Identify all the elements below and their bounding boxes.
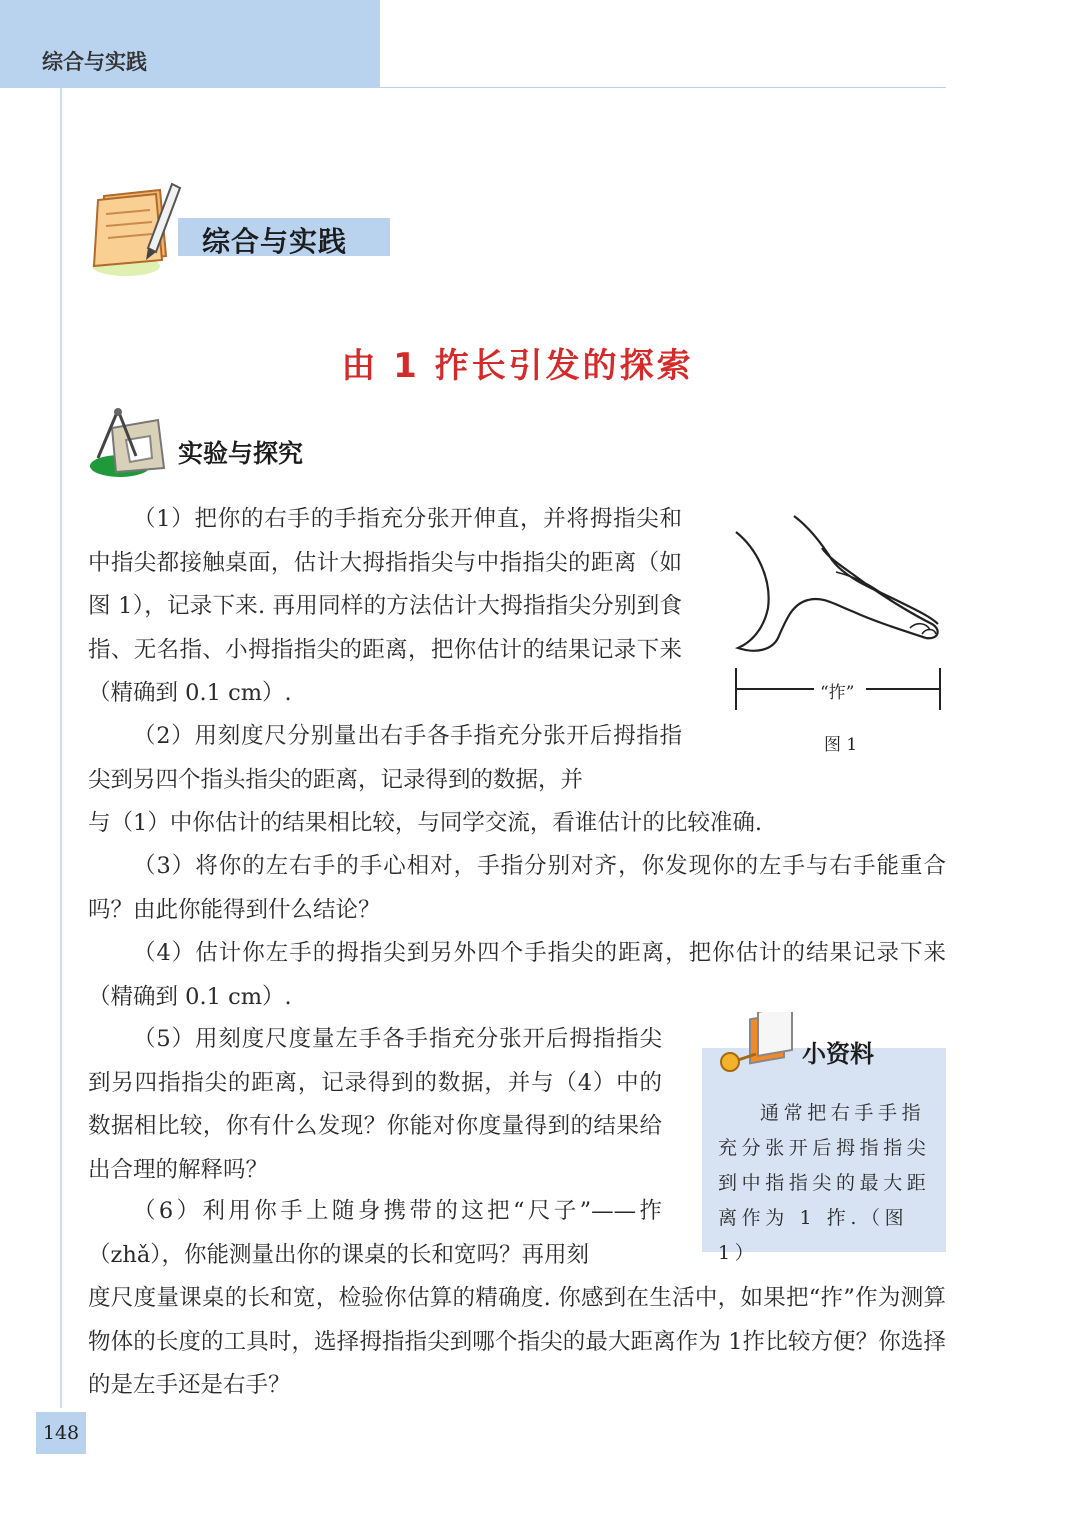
subheading-label: 实验与探究	[178, 439, 304, 468]
header-rule	[380, 87, 946, 88]
geometry-tools-icon	[86, 406, 170, 482]
paragraph-6: （6）利用你手上随身携带的这把“尺子”——拃（zhǎ），你能测量出你的课桌的长和宽吗？再用刻	[88, 1198, 662, 1268]
page-number: 148	[36, 1412, 86, 1454]
subheading	[86, 404, 386, 484]
hand-span-figure	[726, 508, 950, 758]
chapter-label: 综合与实践	[42, 50, 147, 74]
paragraph-2-continued: 与（1）中你估计的结果相比较，与同学交流，看谁估计的比较准确.	[88, 810, 762, 836]
key-document-icon	[712, 1012, 812, 1082]
section-badge	[86, 178, 396, 288]
paragraph-5: （5）用刻度尺度量左手各手指充分张开后拇指指尖到另四指指尖的距离，记录得到的数据，并与（4）中的数据相比较，你有什么发现？你能对你度量得到的结果给出合理的解释吗？	[88, 1026, 662, 1183]
section-badge-label: 综合与实践	[202, 225, 348, 258]
paragraph-2: （2）用刻度尺分别量出右手各手指充分张开后拇指指尖到另四个指头指尖的距离，记录得到的数据，并	[88, 723, 682, 793]
sidebar-text: 通常把右手手指充分张开后拇指指尖到中指指尖的最大距离作为 1 拃.（图 1）	[718, 1102, 931, 1264]
section-badge-bar	[178, 218, 390, 256]
figure-caption: 图 1	[824, 735, 858, 755]
paragraph-6-continued: 度尺度量课桌的长和宽，检验你估算的精确度. 你感到在生活中，如果把“拃”作为测算物体的长度的工具时，选择拇指指尖到哪个指尖的最大距离作为 1拃比较方便？你选择的是左手还是右手？	[88, 1285, 946, 1398]
notebook-pencil-icon	[86, 178, 186, 288]
paragraph-4: （4）估计你左手的拇指尖到另外四个手指尖的距离，把你估计的结果记录下来（精确到 0.1 cm）.	[88, 940, 946, 1010]
paragraph-1: （1）把你的右手的手指充分张开伸直，并将拇指尖和中指尖都接触桌面，估计大拇指指尖与中指指尖的距离（如图 1），记录下来. 再用同样的方法估计大拇指指尖分别到食指、无名指、小拇指指尖的距离，把你估计的结果记录下来（精确到 0.1 cm）.	[88, 506, 682, 706]
page-title: 由 1 拃长引发的探索	[341, 346, 694, 386]
chapter-header	[0, 0, 380, 88]
span-label: “拃”	[820, 683, 855, 703]
paragraph-3: （3）将你的左右手的手心相对，手指分别对齐，你发现你的左手与右手能重合吗？由此你能得到什么结论？	[88, 853, 946, 923]
sidebar-title: 小资料	[802, 1040, 874, 1068]
margin-rule	[60, 88, 62, 1408]
